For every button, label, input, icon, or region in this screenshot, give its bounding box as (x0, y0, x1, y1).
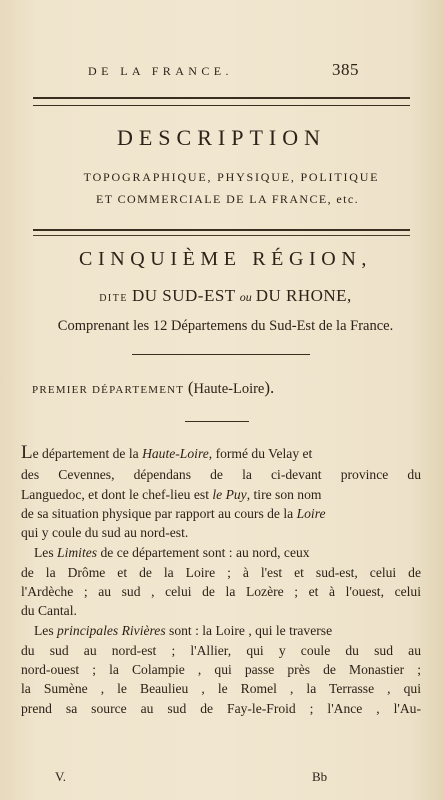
section-subtitle-line-2: ET COMMERCIALE DE LA FRANCE, etc. (96, 192, 359, 206)
body-text: de sa situation physique par rapport au cours de la (21, 506, 297, 521)
body-line-11: du sud au nord-est ; l'Allier, qui y coule du sud au (21, 643, 421, 658)
body-italic: Loire (296, 506, 326, 521)
region-rhone: DU RHONE, (255, 286, 352, 305)
body-line-9: du Cantal. (21, 603, 77, 618)
section-title: DESCRIPTION (116, 125, 326, 150)
region-sud-est: DU SUD-EST (131, 286, 236, 305)
body-text: Les (34, 545, 58, 560)
title-double-rule (33, 229, 410, 236)
body-line-6 (34, 544, 434, 562)
body-line-12: nord-ouest ; la Colampie , qui passe près de Monastier ; (21, 662, 421, 677)
body-line-3 (21, 486, 421, 504)
region-rule (132, 354, 310, 355)
department-name: Haute-Loire (193, 381, 265, 397)
section-subtitle-line-1: TOPOGRAPHIQUE, PHYSIQUE, POLITIQUE (83, 170, 380, 184)
body-line-8: l'Ardèche ; au sud , celui de la Lozère ; et à l'ouest, celui (21, 584, 421, 599)
region-dite: DITE (99, 293, 128, 304)
header-double-rule (33, 97, 410, 106)
body-line-7: de la Drôme et de la Loire ; à l'est et sud-est, celui de (21, 565, 421, 580)
region-title: CINQUIÈME RÉGION, (79, 248, 372, 270)
department-heading-caps: PREMIER DÉPARTEMENT (32, 384, 185, 396)
body-text: Les (34, 623, 58, 638)
body-text: Languedoc, et dont le chef-lieu est (21, 487, 213, 502)
signature-mark-left: V. (55, 769, 66, 784)
department-heading (32, 378, 274, 398)
region-subtitle (4, 286, 443, 306)
body-line-13: la Sumène , le Beaulieu , le Romel , la Terrasse , qui (21, 681, 421, 696)
body-text: , tire son nom (246, 487, 322, 502)
body-italic: principales Rivières (57, 623, 166, 638)
body-italic: Limites (57, 545, 98, 560)
body-italic: Haute-Loire (142, 446, 209, 461)
body-text: de ce département sont : au nord, ceux (97, 545, 310, 560)
body-line-10 (34, 622, 434, 640)
body-line-4 (21, 505, 421, 523)
body-line-1 (21, 442, 421, 463)
body-line-2: des Cevennes, dépendans de la ci-devant province du (21, 467, 421, 482)
region-description: Comprenant les 12 Départemens du Sud-Est de la France. (57, 318, 394, 334)
department-paren-open: ( (187, 378, 194, 397)
running-head: DE LA FRANCE. (88, 64, 233, 78)
body-text: , formé du Velay et (208, 446, 313, 461)
signature-mark-right: Bb (312, 769, 328, 784)
body-line-14: prend sa source au sud de Fay-le-Froid ; l'Ance , l'Au- (21, 701, 421, 716)
page-number: 385 (332, 60, 359, 79)
body-italic: le Puy (212, 487, 247, 502)
body-line-5: qui y coule du sud au nord-est. (21, 525, 189, 540)
region-ou: ou (239, 290, 252, 304)
department-paren-close: ). (264, 378, 275, 397)
department-rule (185, 421, 249, 422)
body-text: sont : la Loire , qui le traverse (165, 623, 333, 638)
drop-initial: L (21, 442, 33, 463)
body-text: e département de la (32, 446, 143, 461)
